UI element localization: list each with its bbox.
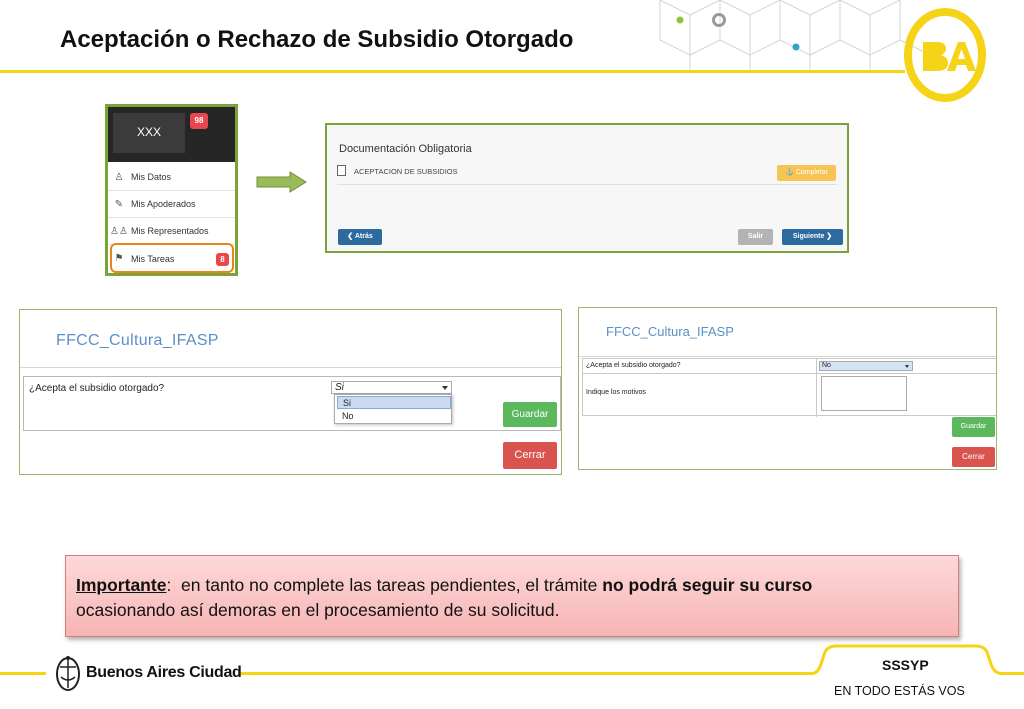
sidebar-item-mis-datos[interactable]	[108, 164, 235, 191]
question-panel	[23, 376, 561, 431]
documentacion-title: Documentación Obligatoria	[339, 143, 472, 155]
divider	[579, 356, 997, 357]
document-icon	[337, 165, 346, 176]
column-divider	[816, 359, 817, 417]
note-bold: no podrá seguir su curso	[602, 575, 813, 595]
sidebar-item-label: Mis Tareas	[131, 253, 175, 264]
chevron-down-icon	[442, 386, 448, 390]
notifications-badge: 98	[190, 113, 208, 129]
chevron-down-icon	[905, 365, 909, 368]
user-name: XXX	[136, 125, 161, 139]
sidebar-item-label: Mis Apoderados	[131, 199, 196, 209]
salir-button[interactable]: Salir	[738, 229, 773, 245]
importante-note: Importante: en tanto no complete las tareas pendientes, el trámite no podrá seguir su curso ocasionando así demoras en el procesamiento de su solicitud.	[65, 555, 959, 637]
siguiente-label: Siguiente	[792, 233, 825, 240]
header-divider	[0, 70, 905, 73]
form-acepta-no	[578, 307, 997, 470]
form-title: FFCC_Cultura_IFASP	[606, 324, 734, 339]
avatar	[113, 113, 185, 153]
user-header	[108, 107, 235, 162]
motivos-label: Indique los motivos	[586, 389, 646, 396]
page-title: Aceptación o Rechazo de Subsidio Otorgado	[60, 26, 574, 53]
atras-button[interactable]: ❮ Atrás	[338, 229, 382, 245]
sidebar-item-mis-apoderados[interactable]	[108, 191, 235, 218]
atras-label: Atrás	[354, 233, 373, 240]
select-dropdown	[334, 394, 452, 424]
motivos-textarea[interactable]	[821, 376, 907, 411]
select-value: Si	[335, 382, 344, 393]
divider	[20, 367, 562, 368]
question-label: ¿Acepta el subsidio otorgado?	[586, 362, 681, 369]
form-title: FFCC_Cultura_IFASP	[56, 332, 219, 349]
option-no[interactable]: No	[342, 411, 354, 421]
document-row	[337, 161, 837, 185]
document-label: ACEPTACION DE SUBSIDIOS	[354, 167, 458, 176]
completar-label: Completar	[795, 169, 828, 176]
arrow-right-icon	[256, 171, 308, 193]
siguiente-button[interactable]: Siguiente ❯	[782, 229, 843, 245]
footer-city-name: Buenos Aires Ciudad	[86, 664, 242, 681]
note-text: en tanto no complete las tareas pendientes, el trámite	[181, 575, 598, 595]
people-icon: ♙♙	[110, 225, 128, 237]
footer-org: SSSYP	[882, 657, 929, 673]
ba-logo-icon	[903, 4, 987, 102]
acepta-select[interactable]	[331, 381, 452, 394]
select-value: No	[822, 362, 831, 369]
documentacion-screenshot	[325, 123, 849, 253]
cerrar-button[interactable]: Cerrar	[503, 442, 557, 469]
sidebar-screenshot	[105, 104, 238, 276]
guardar-button[interactable]: Guardar	[952, 417, 995, 437]
cerrar-button[interactable]: Cerrar	[952, 447, 995, 467]
tasks-badge: 8	[216, 253, 229, 266]
sidebar-item-label: Mis Representados	[131, 226, 209, 236]
footer-divider	[238, 672, 812, 675]
sidebar-item-label: Mis Datos	[131, 172, 172, 182]
footer-tagline: EN TODO ESTÁS VOS	[834, 684, 965, 698]
footer-divider	[0, 672, 46, 675]
option-si[interactable]: Si	[337, 396, 451, 409]
form-table	[582, 358, 997, 416]
user-icon: ♙	[114, 171, 124, 183]
note-text-2: ocasionando así demoras en el procesamiento de su solicitud.	[76, 600, 560, 620]
tasks-icon: ⚑	[114, 253, 124, 264]
guardar-button[interactable]: Guardar	[503, 402, 557, 427]
decorative-grid	[650, 0, 940, 70]
sidebar-item-mis-representados[interactable]	[108, 218, 235, 245]
form-acepta-si	[19, 309, 562, 475]
acepta-select[interactable]	[819, 361, 913, 371]
note-label: Importante	[76, 575, 167, 595]
question-label: ¿Acepta el subsidio otorgado?	[29, 383, 165, 394]
edit-icon: ✎	[114, 198, 124, 210]
completar-button[interactable]: ⚓ Completar	[777, 165, 836, 181]
city-shield-icon	[55, 655, 81, 692]
